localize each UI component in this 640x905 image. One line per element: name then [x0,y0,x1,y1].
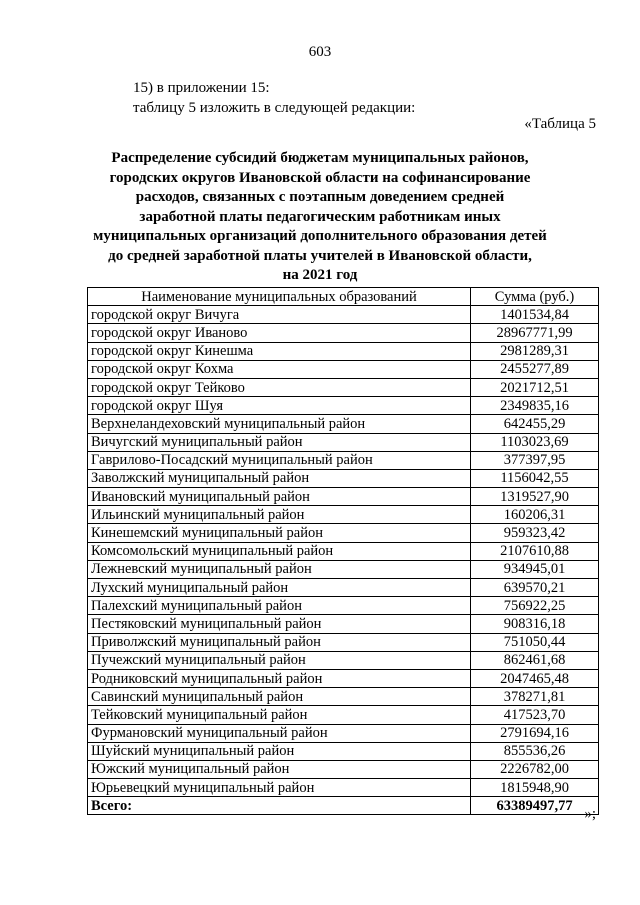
table-row [88,451,599,469]
table-row [88,360,599,378]
subsidy-amount: 1815948,90 [471,779,599,797]
municipality-name: Юрьевецкий муниципальный район [88,779,471,797]
subsidy-amount: 2455277,89 [471,360,599,378]
table-row [88,378,599,396]
subsidy-amount: 2107610,88 [471,542,599,560]
subsidy-amount: 28967771,99 [471,324,599,342]
header-amount: Сумма (руб.) [471,288,599,306]
table-header-row [88,288,599,306]
table-reference: «Таблица 5 [524,116,596,132]
subsidy-amount: 2349835,16 [471,397,599,415]
intro-line-1: 15) в приложении 15: [133,80,270,96]
table-row [88,415,599,433]
municipality-name: Комсомольский муниципальный район [88,542,471,560]
municipality-name: Пучежский муниципальный район [88,651,471,669]
municipality-name: Верхнеландеховский муниципальный район [88,415,471,433]
subsidy-amount: 2021712,51 [471,378,599,396]
title-line: на 2021 год [282,267,358,283]
subsidy-amount: 934945,01 [471,560,599,578]
page-number: 603 [308,44,332,60]
municipality-name: городской округ Иваново [88,324,471,342]
table-row [88,579,599,597]
table-row [88,488,599,506]
table-row [88,324,599,342]
subsidy-amount: 908316,18 [471,615,599,633]
document-title [70,149,570,286]
municipality-name: Палехский муниципальный район [88,597,471,615]
header-municipality: Наименование муниципальных образований [88,288,471,306]
subsidy-amount: 1103023,69 [471,433,599,451]
title-line: заработной платы педагогическим работникам иных [139,208,501,225]
municipality-name: Шуйский муниципальный район [88,742,471,760]
table-row [88,524,599,542]
subsidy-amount: 2791694,16 [471,724,599,742]
total-label: Всего: [88,797,471,815]
intro-text [133,78,415,118]
table-row [88,724,599,742]
municipality-name: Фурмановский муниципальный район [88,724,471,742]
table-row [88,597,599,615]
table-row [88,615,599,633]
subsidy-amount: 756922,25 [471,597,599,615]
subsidy-amount: 2981289,31 [471,342,599,360]
table-row [88,742,599,760]
title-line: до средней заработной платы учителей в Ивановской области, [108,247,532,264]
subsidy-amount: 377397,95 [471,451,599,469]
table-row [88,669,599,687]
subsidies-table [87,287,599,815]
municipality-name: Ильинский муниципальный район [88,506,471,524]
table-row [88,779,599,797]
table-row [88,760,599,778]
municipality-name: Заволжский муниципальный район [88,469,471,487]
subsidy-amount: 417523,70 [471,706,599,724]
table-row [88,433,599,451]
table-row [88,506,599,524]
subsidy-amount: 1156042,55 [471,469,599,487]
municipality-name: Лухский муниципальный район [88,579,471,597]
subsidy-amount: 642455,29 [471,415,599,433]
subsidy-amount: 862461,68 [471,651,599,669]
municipality-name: городской округ Кинешма [88,342,471,360]
subsidy-amount: 855536,26 [471,742,599,760]
title-line: городских округов Ивановской области на софинансирование [109,169,531,186]
table-row [88,306,599,324]
title-line: расходов, связанных с поэтапным доведением средней [135,189,505,205]
total-amount: 63389497,77 [471,797,599,815]
municipality-name: Вичугский муниципальный район [88,433,471,451]
table-body [88,306,599,815]
municipality-name: Савинский муниципальный район [88,688,471,706]
table-row [88,560,599,578]
municipality-name: Приволжский муниципальный район [88,633,471,651]
municipality-name: Пестяковский муниципальный район [88,615,471,633]
subsidy-amount: 1401534,84 [471,306,599,324]
table-row [88,542,599,560]
municipality-name: городской округ Кохма [88,360,471,378]
table-row [88,688,599,706]
municipality-name: Родниковский муниципальный район [88,669,471,687]
table-row [88,633,599,651]
municipality-name: Гаврилово-Посадский муниципальный район [88,451,471,469]
municipality-name: Кинешемский муниципальный район [88,524,471,542]
subsidy-amount: 639570,21 [471,579,599,597]
table-row [88,397,599,415]
subsidy-amount: 1319527,90 [471,488,599,506]
table-row [88,651,599,669]
municipality-name: Лежневский муниципальный район [88,560,471,578]
municipality-name: городской округ Шуя [88,397,471,415]
closing-quote: »; [584,806,596,822]
municipality-name: Ивановский муниципальный район [88,488,471,506]
subsidy-amount: 2226782,00 [471,760,599,778]
subsidy-amount: 160206,31 [471,506,599,524]
subsidy-amount: 378271,81 [471,688,599,706]
subsidy-amount: 2047465,48 [471,669,599,687]
intro-line-2: таблицу 5 изложить в следующей редакции: [133,100,416,116]
subsidy-amount: 751050,44 [471,633,599,651]
title-line: муниципальных организаций дополнительного образования детей [93,228,547,244]
municipality-name: Южский муниципальный район [88,760,471,778]
table-row [88,342,599,360]
municipality-name: Тейковский муниципальный район [88,706,471,724]
subsidy-amount: 959323,42 [471,524,599,542]
total-row [88,797,599,815]
municipality-name: городской округ Тейково [88,378,471,396]
municipality-name: городской округ Вичуга [88,306,471,324]
table-row [88,706,599,724]
table-row [88,469,599,487]
title-line: Распределение субсидий бюджетам муниципальных районов, [111,150,529,166]
